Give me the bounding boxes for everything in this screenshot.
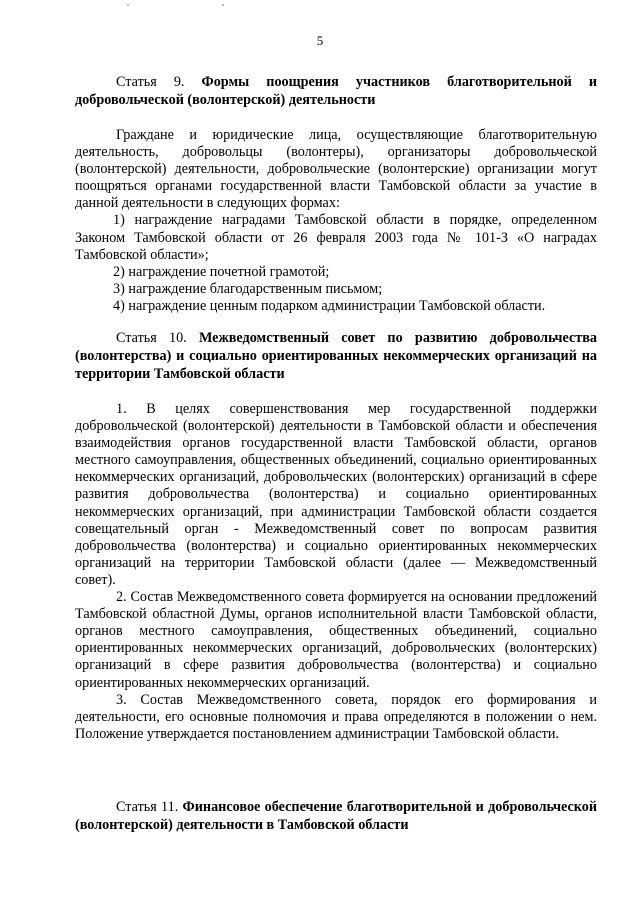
article-9-number: Статья 9. <box>116 74 185 90</box>
article-10-section <box>75 329 597 383</box>
article-10-number: Статья 10. <box>116 330 187 346</box>
article-10-heading <box>75 329 597 383</box>
article-9-item: 4) награждение ценным подарком администрации Тамбовской области. <box>113 297 546 314</box>
article-10-paragraph: 2. Состав Межведомственного совета формируется на основании предложений Тамбовской областной Думы, органов исполнительной власти Тамбовской области, органов местного самоуправления, общественных объединений, социально ориентированных некоммерческих организаций, добровольческих (волонтерских) организаций в сфере развития добровольчества (волонтерства) и социально ориентированных некоммерческих организаций. <box>75 589 597 691</box>
scan-mark <box>222 4 224 6</box>
article-11-heading <box>75 798 597 834</box>
article-10-paragraph: 3. Состав Межведомственного совета, порядок его формирования и деятельности, его основные полномочия и права определяются в положении о нем. Положение утверждается постановлением администрации Тамбовской области. <box>75 691 597 742</box>
scan-mark <box>127 4 129 6</box>
article-11-title: Финансовое обеспечение благотворительной и добровольческой (волонтерской) деятельности в Тамбовской области <box>75 799 597 833</box>
article-9-body <box>75 127 597 315</box>
article-9-heading <box>75 73 597 109</box>
article-11-number: Статья 11. <box>116 799 179 815</box>
article-9-title: Формы поощрения участников благотворительной и добровольческой (волонтерской) деятельности <box>75 74 597 108</box>
article-9-item: 1) награждение наградами Тамбовской области в порядке, определенном Законом Тамбовской области от 26 февраля 2003 года № 101-З «О наградах Тамбовской области»; <box>75 212 597 263</box>
article-10-title: Межведомственный совет по развитию добровольчества (волонтерства) и социально ориентированных некоммерческих организаций на территории Тамбовской области <box>75 330 597 382</box>
article-11-section <box>75 798 597 834</box>
article-10-paragraph: 1. В целях совершенствования мер государственной поддержки добровольческой (волонтерской) деятельности в Тамбовской области и обеспечения взаимодействия органов государственной власти Тамбовской области, органов местного самоуправления, общественных объединений, социально ориентированных некоммерческих организаций, добровольческих (волонтерских) организаций в сфере развития добровольчества (волонтерства) и социально ориентированных некоммерческих организаций, при администрации Тамбовской области создается совещательный орган - Межведомственный совет по вопросам развития добровольчества (волонтерства) и социально ориентированных некоммерческих организаций на территории Тамбовской области (далее — Межведомственный совет). <box>75 401 597 588</box>
article-9-item: 3) награждение благодарственным письмом; <box>113 280 383 297</box>
page-number: 5 <box>316 33 324 48</box>
article-9-section <box>75 73 597 109</box>
article-9-intro: Граждане и юридические лица, осуществляющие благотворительную деятельность, добровольцы (волонтеры), организаторы добровольческой (волонтерской) деятельности, добровольческие (волонтерские) организации могут поощряться органами государственной власти Тамбовской области за участие в данной деятельности в следующих формах: <box>75 127 597 212</box>
article-10-body <box>75 401 597 743</box>
article-9-item: 2) награждение почетной грамотой; <box>113 263 330 280</box>
